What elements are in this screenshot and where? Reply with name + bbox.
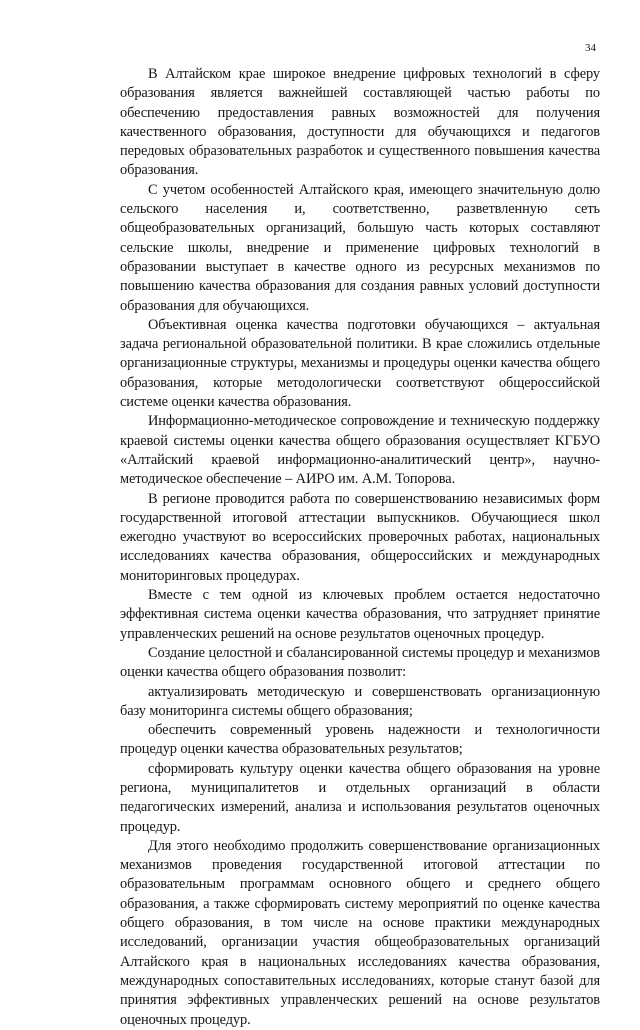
paragraph-digital-tech: В Алтайском крае широкое внедрение цифровых технологий в сферу образования является важнейшей составляющей частью работы по обеспечению предоставления равных возможностей для получения качественного образования, доступности для обучающихся и педагогов передовых образовательных разработок и существенного повышения качества образования. <box>120 66 600 179</box>
list-item-reliability: обеспечить современный уровень надежности и технологичности процедур оценки качества образовательных результатов; <box>120 722 600 758</box>
page-number: 34 <box>585 42 596 54</box>
paragraph-key-problem: Вместе с тем одной из ключевых проблем остается недостаточно эффективная система оценки качества образования, что затрудняет принятие управленческих решений на основе результатов оценочных процедур. <box>120 587 600 642</box>
paragraph-system-creation: Создание целостной и сбалансированной системы процедур и механизмов оценки качества общего образования позволит: <box>120 644 600 681</box>
list-item-actualize: актуализировать методическую и совершенствовать организационную базу мониторинга системы общего образования; <box>120 683 600 719</box>
list-item-culture: сформировать культуру оценки качества общего образования на уровне региона, муниципалитетов и отдельных организаций в области педагогических измерений, анализа и использования результатов оценочных процедур. <box>120 760 600 835</box>
paragraph-conclusion: Для этого необходимо продолжить совершенствование организационных механизмов проведения государственной итоговой аттестации по образовательным программам основного общего и среднего общего образования, а также сформировать систему мероприятий по оценке качества общего образования, в том числе на основе практики международных исследований, организации участия общеобразовательных организаций Алтайского края в национальных исследованиях качества образования, международных сопоставительных исследованиях, которые станут базой для принятия эффективных управленческих решений на основе результатов оценочных процедур. <box>120 837 600 1028</box>
paragraph-rural-features: С учетом особенностей Алтайского края, имеющего значительную долю сельского населения и, соответственно, разветвленную сеть общеобразовательных организаций, большую часть которых составляют сельские школы, внедрение и применение цифровых технологий в образовании выступает в качестве одного из ресурсных механизмов по повышению качества образования для создания равных условий доступности образования для обучающихся. <box>120 181 600 314</box>
body-text <box>120 65 600 1030</box>
paragraph-state-attestation: В регионе проводится работа по совершенствованию независимых форм государственной итоговой аттестации выпускников. Обучающиеся школ ежегодно участвуют во всероссийских проверочных работах, национальных исследованиях качества образования, общероссийских и международных мониторинговых процедурах. <box>120 490 600 584</box>
paragraph-methodical-support: Информационно-методическое сопровождение и техническую поддержку краевой системы оценки качества общего образования осуществляет КГБУО «Алтайский краевой информационно-аналитический центр», научно-методическое обеспечение – АИРО им. А.М. Топорова. <box>120 413 600 488</box>
paragraph-objective-assessment: Объективная оценка качества подготовки обучающихся – актуальная задача региональной образовательной политики. В крае сложились отдельные организационные структуры, механизмы и процедуры оценки качества общего образования, которые методологически соответствуют общероссийской системе оценки качества образования. <box>120 316 600 411</box>
